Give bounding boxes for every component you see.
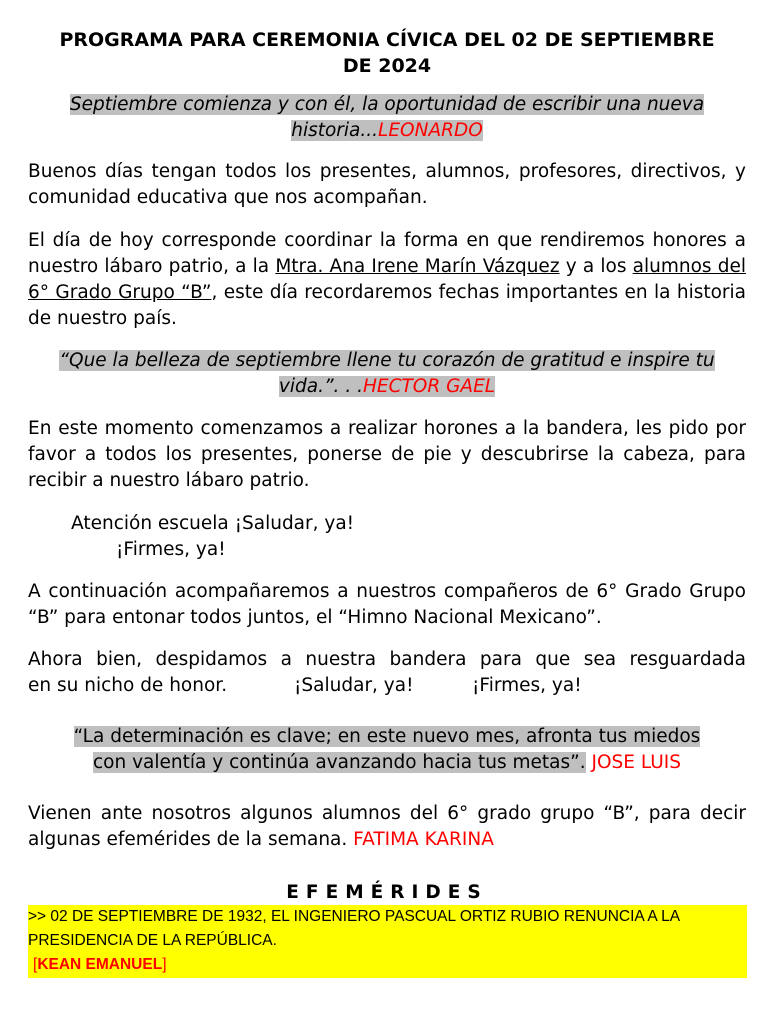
quote-speaker: LEONARDO	[378, 120, 483, 141]
efemeride-line-2: PRESIDENCIA DE LA REPÚBLICA.	[28, 932, 277, 949]
efemeride-item	[28, 905, 747, 978]
quote-line-1: “Que la belleza de septiembre llene tu corazón de gratitud e inspire tu	[59, 350, 715, 371]
title-line-1: PROGRAMA PARA CEREMONIA CÍVICA DEL 02 DE SEPTIEMBRE	[59, 29, 715, 51]
efemeride-line-1: >> 02 DE SEPTIEMBRE DE 1932, EL INGENIERO PASCUAL ORTIZ RUBIO RENUNCIA A LA	[28, 908, 681, 925]
efemerides-intro-paragraph	[28, 801, 746, 853]
quote-jose-luis	[28, 724, 746, 776]
honors-text-2: y a los	[559, 256, 633, 277]
quote-speaker: JOSE LUIS	[591, 752, 681, 773]
efemeride-speaker: KEAN EMANUEL	[37, 956, 163, 973]
welcome-paragraph: Buenos días tengan todos los presentes, alumnos, profesores, directivos, y comunidad educativa que nos acompañan.	[28, 161, 746, 208]
efemerides-intro-speaker: FATIMA KARINA	[353, 829, 494, 850]
efemeride-speaker-line	[28, 953, 747, 977]
bracket-open: [	[33, 956, 38, 973]
command-attention: Atención escuela ¡Saludar, ya!	[71, 513, 355, 534]
quote-hector	[28, 348, 746, 400]
quote-line-2: vida.”. . .	[278, 376, 363, 397]
honors-paragraph	[28, 228, 746, 332]
farewell-command-firmes: ¡Firmes, ya!	[472, 675, 582, 696]
page-title	[28, 27, 746, 79]
title-line-2: DE 2024	[342, 55, 432, 77]
efemerides-heading: EFEMÉRIDES	[286, 882, 488, 903]
quote-line-2: con valentía y continúa avanzando hacia tus metas”.	[93, 752, 586, 773]
anthem-paragraph: A continuación acompañaremos a nuestros compañeros de 6° Grado Grupo “B” para entonar todos juntos, el “Himno Nacional Mexicano”.	[28, 581, 746, 628]
quote-line-1: Septiembre comienza y con él, la oportunidad de escribir una nueva	[69, 94, 705, 115]
honors-text-1: El día de hoy corresponde coordinar la forma en que rendiremos honores a nuestro lábaro patrio, a la	[28, 230, 746, 277]
quote-speaker: HECTOR GAEL	[362, 376, 496, 397]
group-name: alumnos del 6° Grado Grupo “B”	[28, 256, 746, 303]
teacher-name: Mtra. Ana Irene Marín Vázquez	[275, 256, 560, 277]
honors-text-3: , este día recordaremos fechas importantes en la historia de nuestro país.	[28, 282, 747, 329]
quote-line-2: historia...	[291, 120, 379, 141]
quote-leonardo	[28, 92, 746, 144]
farewell-line-1: Ahora bien, despidamos a nuestra bandera para que sea resguardada	[28, 649, 746, 670]
farewell-line-2: en su nicho de honor.	[28, 675, 228, 696]
flag-paragraph: En este momento comenzamos a realizar horones a la bandera, les pido por favor a todos los presentes, ponerse de pie y descubrirse la cabeza, para recibir a nuestro lábaro patrio.	[28, 418, 746, 491]
bracket-close: ]	[162, 956, 167, 973]
farewell-command-saludar: ¡Saludar, ya!	[294, 675, 414, 696]
command-firmes: ¡Firmes, ya!	[116, 539, 226, 560]
quote-line-1: “La determinación es clave; en este nuevo mes, afronta tus miedos	[73, 726, 701, 747]
efemerides-intro-text: Vienen ante nosotros algunos alumnos del 6° grado grupo “B”, para decir algunas efemérides de la semana.	[28, 803, 746, 850]
